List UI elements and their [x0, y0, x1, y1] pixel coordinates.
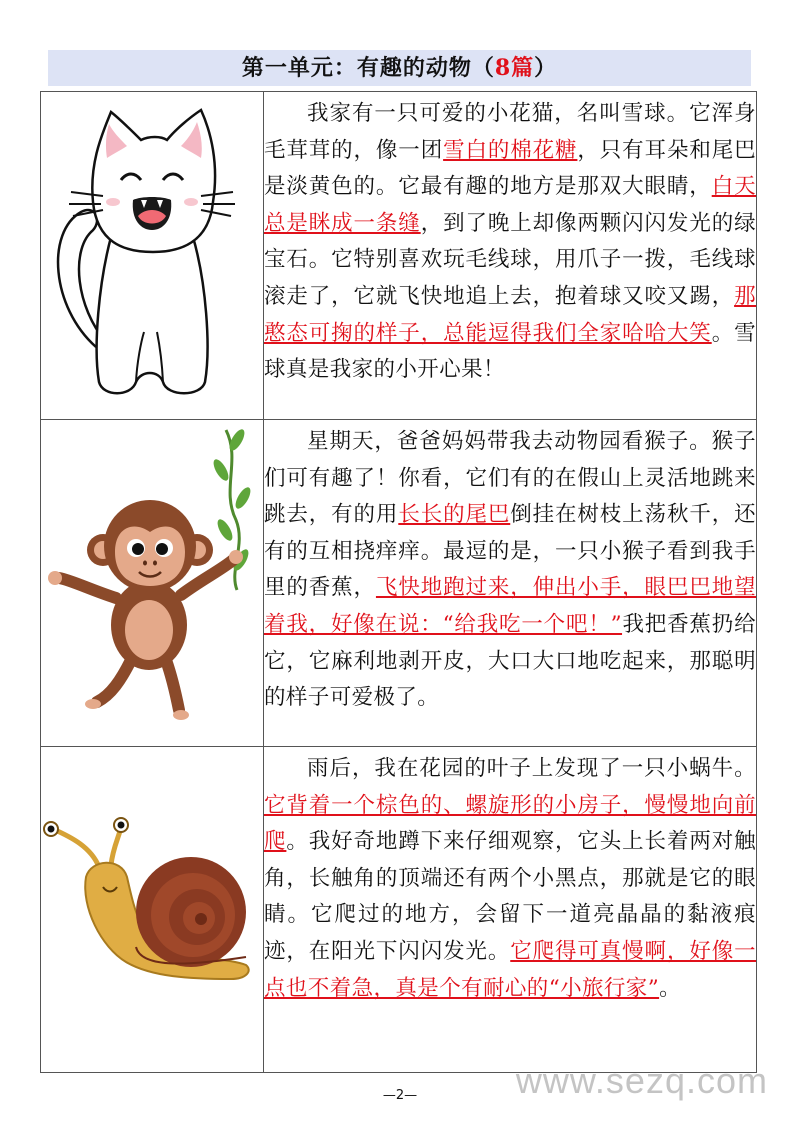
- image-cell: [41, 747, 264, 1073]
- text-segment: 。我好奇地蹲下来仔细观察，它头上长着两对触角，长触角的顶端还有两个小黑点，那就是它的眼睛。它爬过的地方，会留下一道亮晶晶的黏液痕迹，在阳光下闪闪发光。: [264, 829, 756, 964]
- snail-illustration: [41, 747, 263, 1072]
- text-cell: [264, 420, 757, 747]
- table-row: [41, 747, 757, 1073]
- text-segment: 雨后，我在花园的叶子上发现了一只小蜗牛。: [307, 756, 756, 781]
- page-number: —2—: [382, 1088, 418, 1103]
- text-segment: 我把香蕉扔给它，它麻利地剥开皮，大口大口地吃起来，那聪明的样子可爱极了。: [264, 611, 756, 711]
- image-cell: [41, 420, 264, 747]
- title-text: 第一单元：有趣的动物（: [241, 55, 495, 81]
- page-title: [48, 50, 751, 86]
- highlight-segment: 它背着一个棕色的、螺旋形的小房子，慢慢地向前爬: [264, 792, 756, 855]
- text-segment: 倒挂在树枝上荡秋千，还有的互相挠痒痒。最逗的是，一只小猴子看到我手里的香蕉，: [264, 502, 756, 601]
- monkey-illustration: [41, 420, 263, 746]
- highlight-segment: 长长的尾巴: [398, 502, 511, 528]
- cat-illustration: [41, 92, 263, 419]
- text-segment: 星期天，爸爸妈妈带我去动物园看猴子。猴子们可有趣了！你看，它们有的在假山上灵活地跳来跳去，有的用: [264, 429, 756, 528]
- highlight-segment: 它爬得可真慢啊，好像一点也不着急，真是个有耐心的“小旅行家”: [264, 938, 757, 1001]
- text-segment: ，到了晚上却像两颗闪闪发光的绿宝石。它特别喜欢玩毛线球，用爪子一拨，毛线球滚走了，它就飞快地追上去，抱着球又咬又踢，: [264, 210, 756, 309]
- highlight-segment: 雪白的棉花糖: [443, 137, 578, 163]
- image-cell: [41, 92, 264, 420]
- watermark: www.sezq.com: [515, 1060, 768, 1101]
- title-count: 8篇: [494, 55, 535, 81]
- title-end: ）: [534, 55, 558, 81]
- text-segment: ，只有耳朵和尾巴是淡黄色的。它最有趣的地方是那双大眼睛，: [264, 137, 757, 200]
- highlight-segment: 白天总是眯成一条缝: [264, 174, 756, 236]
- content-table: [40, 91, 757, 1073]
- text-segment: 我家有一只可爱的小花猫，名叫雪球。它浑身毛茸茸的，像一团: [264, 101, 756, 163]
- text-cell: [264, 92, 757, 420]
- paragraph-monkey: [264, 420, 756, 717]
- text-segment: 。: [659, 975, 681, 1001]
- table-row: [41, 420, 757, 747]
- text-segment: 。雪球真是我家的小开心果！: [264, 320, 756, 383]
- paragraph-cat: [264, 92, 756, 389]
- paragraph-snail: [264, 747, 756, 1007]
- table-row: [41, 92, 757, 420]
- text-cell: [264, 747, 757, 1073]
- highlight-segment: 那憨态可掬的样子，总能逗得我们全家哈哈大笑: [264, 283, 756, 346]
- highlight-segment: 飞快地跑过来，伸出小手，眼巴巴地望着我，好像在说：“给我吃一个吧！”: [264, 575, 756, 637]
